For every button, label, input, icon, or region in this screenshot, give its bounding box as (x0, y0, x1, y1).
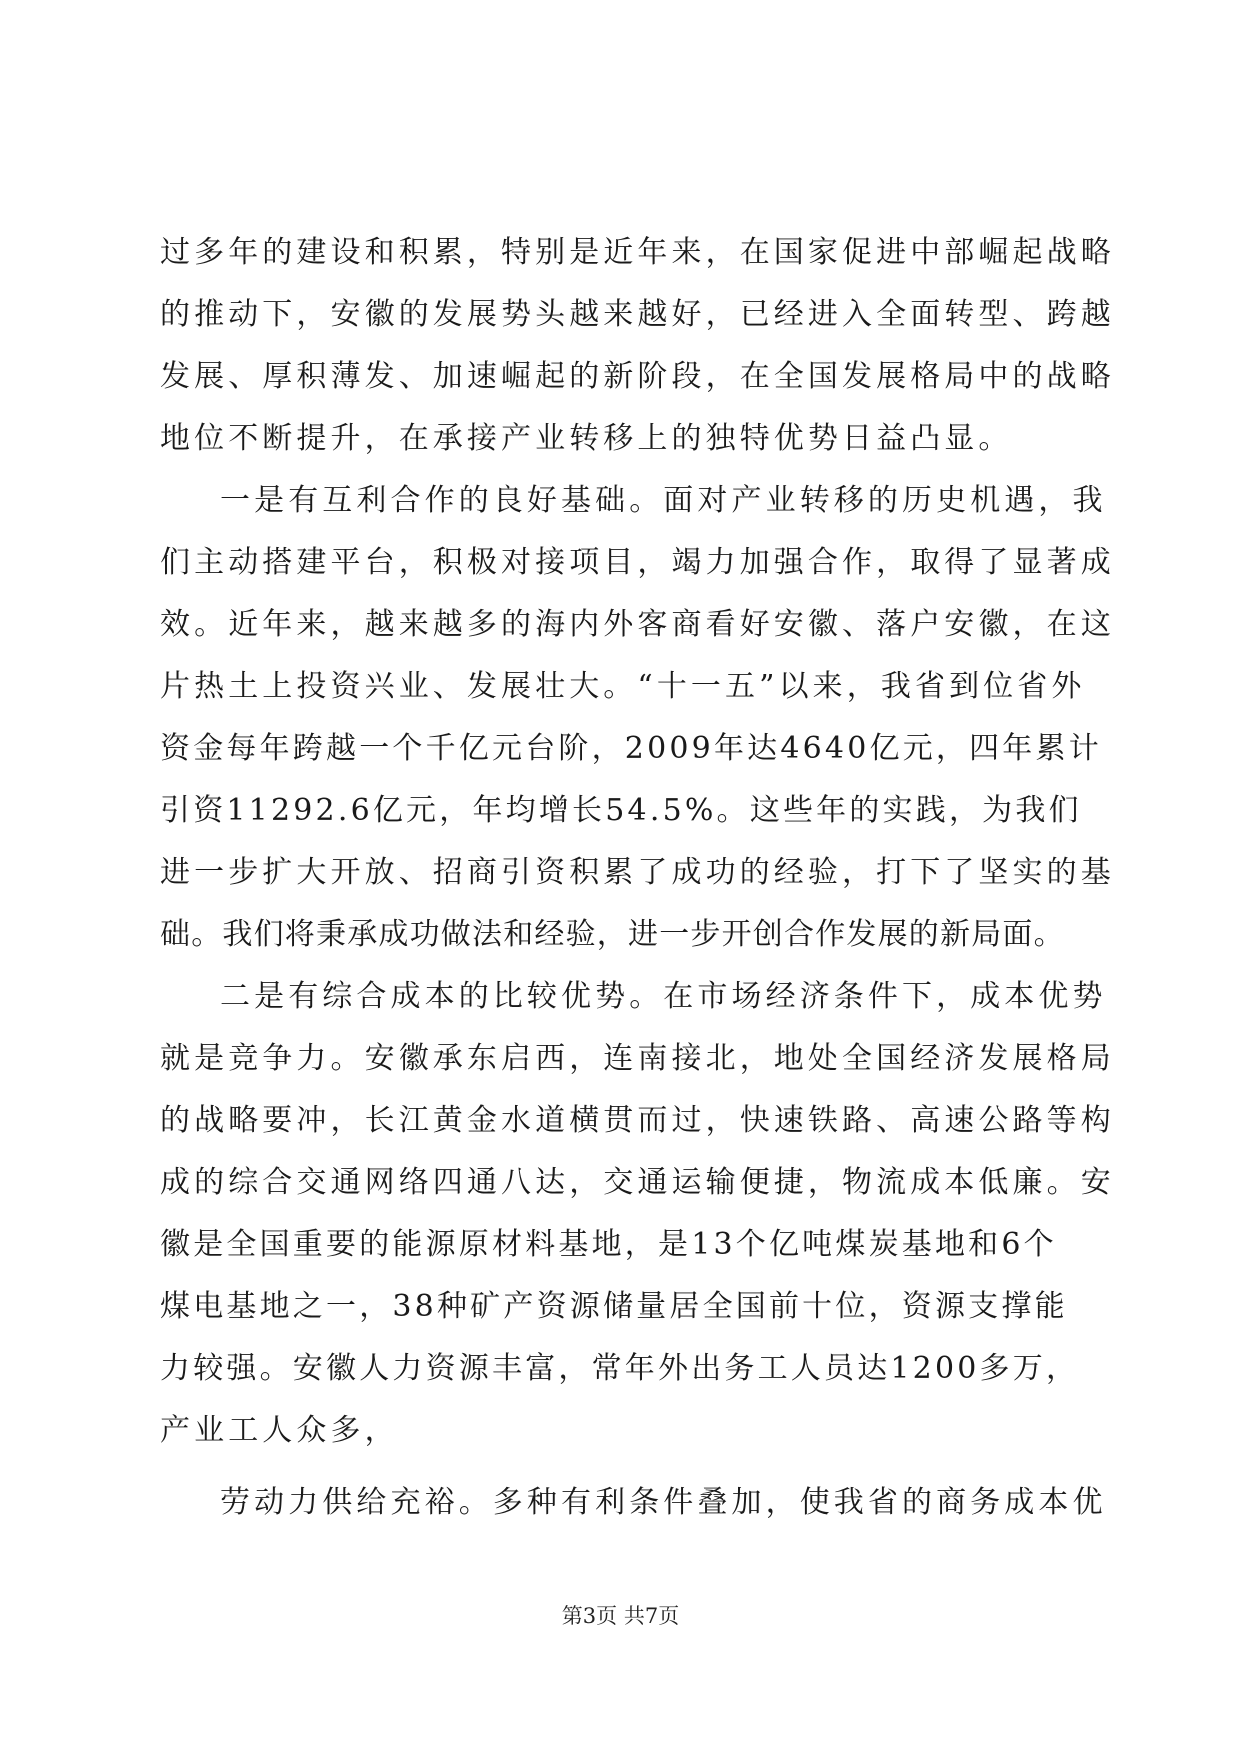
document-body (160, 222, 1115, 1534)
text-line: 进一步扩大开放、招商引资积累了成功的经验，打下了坚实的基 (160, 855, 1115, 890)
text-line: 引资11292.6亿元，年均增长54.5%。这些年的实践，为我们 (160, 793, 1082, 828)
text-line: 础。我们将秉承成功做法和经验，进一步开创合作发展的新局面。 (160, 917, 1065, 952)
text-line: 资金每年跨越一个千亿元台阶，2009年达4640亿元，四年累计 (160, 731, 1102, 766)
text-line: 发展、厚积薄发、加速崛起的新阶段，在全国发展格局中的战略 (160, 359, 1115, 394)
text-line: 地位不断提升，在承接产业转移上的独特优势日益凸显。 (160, 421, 1013, 456)
text-line: 效。近年来，越来越多的海内外客商看好安徽、落户安徽，在这 (160, 607, 1115, 642)
text-line: 徽是全国重要的能源原材料基地，是13个亿吨煤炭基地和6个 (160, 1227, 1057, 1262)
paragraph-first-line: 劳动力供给充裕。多种有利条件叠加，使我省的商务成本优 (220, 1485, 1107, 1520)
text-line: 片热土上投资兴业、发展壮大。“十一五”以来，我省到位省外 (160, 669, 1086, 704)
page-number-footer: 第3页 共7页 (561, 1604, 680, 1628)
text-line: 的推动下，安徽的发展势头越来越好，已经进入全面转型、跨越 (160, 297, 1115, 332)
text-line: 煤电基地之一，38种矿产资源储量居全国前十位，资源支撑能 (160, 1289, 1068, 1324)
text-line: 们主动搭建平台，积极对接项目，竭力加强合作，取得了显著成 (160, 545, 1115, 580)
text-line: 成的综合交通网络四通八达，交通运输便捷，物流成本低廉。安 (160, 1165, 1115, 1200)
text-line: 的战略要冲，长江黄金水道横贯而过，快速铁路、高速公路等构 (160, 1103, 1115, 1138)
text-line: 力较强。安徽人力资源丰富，常年外出务工人员达1200多万， (160, 1351, 1080, 1386)
text-line: 产业工人众多， (160, 1413, 399, 1448)
text-line: 就是竞争力。安徽承东启西，连南接北，地处全国经济发展格局 (160, 1041, 1115, 1076)
paragraph-first-line: 二是有综合成本的比较优势。在市场经济条件下，成本优势 (220, 979, 1107, 1014)
text-line: 过多年的建设和积累，特别是近年来，在国家促进中部崛起战略 (160, 235, 1115, 270)
paragraph-first-line: 一是有互利合作的良好基础。面对产业转移的历史机遇，我 (220, 483, 1107, 518)
